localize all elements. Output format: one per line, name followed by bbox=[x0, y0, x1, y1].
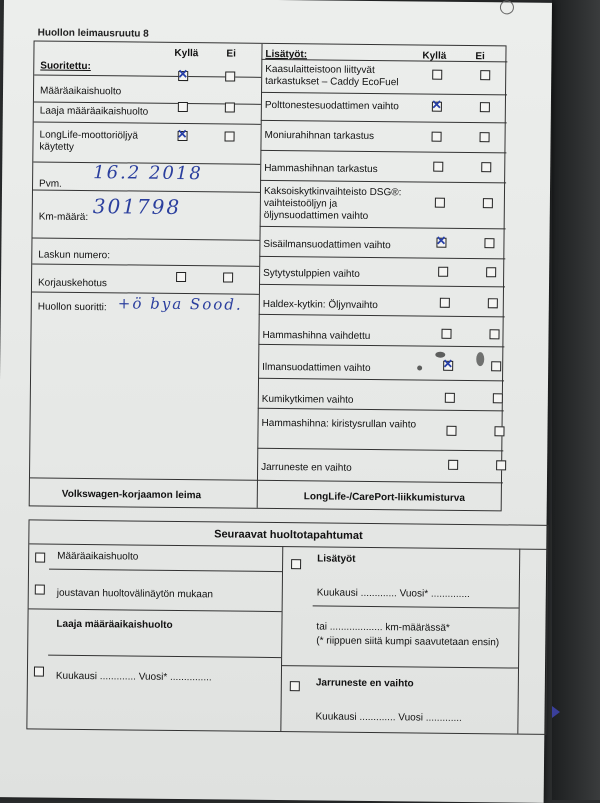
right-row-label: Kaasulaitteistoon liittyvät tarkastukset – Caddy EcoFuel bbox=[265, 63, 399, 89]
right-row-label: Hammashihna: kiristysrullan vaihto bbox=[261, 417, 417, 431]
right-row-label: Kumikytkimen vaihto bbox=[261, 393, 354, 406]
right-ei-header: Ei bbox=[475, 51, 485, 63]
next-right-kuukausi1: Kuukausi ............. Vuosi* .............. bbox=[316, 587, 470, 601]
row-label: Laaja määräaikaishuolto bbox=[39, 105, 149, 118]
right-row-label: Hammashihna vaihdettu bbox=[262, 329, 371, 342]
dirt-spot bbox=[435, 352, 445, 358]
checkbox-dsg-ei[interactable] bbox=[483, 198, 493, 208]
left-kylla-header: Kyllä bbox=[174, 47, 199, 60]
checkbox-sytytys-ei[interactable] bbox=[486, 267, 496, 277]
checkbox-next-joustava[interactable] bbox=[35, 584, 45, 594]
checkbox-moniura-kylla[interactable] bbox=[432, 132, 442, 142]
page-title: Huollon leimausruutu 8 bbox=[37, 27, 149, 40]
right-row-label: Hammashihnan tarkastus bbox=[264, 162, 378, 176]
checkbox-next-laaja[interactable] bbox=[34, 666, 44, 676]
right-row-label: Haldex-kytkin: Öljynvaihto bbox=[262, 298, 378, 312]
suoritti-handwritten: +ö bya Sood. bbox=[117, 294, 243, 314]
checkbox-laaja-kylla[interactable] bbox=[178, 102, 188, 112]
next-right-riippuen: (* riippuen siitä kumpi saavutetaan ensin) bbox=[316, 635, 500, 649]
checkbox-longlife-kylla[interactable] bbox=[178, 131, 188, 141]
checkbox-maaraaikaishuolto-kylla[interactable] bbox=[178, 71, 188, 81]
km-handwritten: 301798 bbox=[92, 194, 182, 219]
page-arrow-icon bbox=[552, 706, 560, 718]
next-item-joustava: joustavan huoltovälinäytön mukaan bbox=[56, 587, 214, 601]
checkbox-maaraaikaishuolto-ei[interactable] bbox=[225, 71, 235, 81]
laskun-label: Laskun numero: bbox=[38, 249, 111, 262]
checkbox-korjaus-kylla[interactable] bbox=[176, 272, 186, 282]
next-right-kuukausi2: Kuukausi ............. Vuosi ............. bbox=[315, 711, 462, 724]
checkbox-hammastark-kylla[interactable] bbox=[433, 162, 443, 172]
right-row-label: Kaksoiskytkinvaihteisto DSG®: vaihteistoöljyn ja öljynsuodattimen vaihto bbox=[263, 185, 402, 222]
km-label: Km-määrä: bbox=[38, 211, 89, 224]
right-row-label: Sisäilmansuodattimen vaihto bbox=[263, 238, 391, 252]
checkbox-jarruneste-kylla[interactable] bbox=[448, 460, 458, 470]
background-edge bbox=[552, 0, 600, 800]
right-row-label: Moniurahihnan tarkastus bbox=[264, 129, 375, 143]
checkbox-haldex-kylla[interactable] bbox=[440, 298, 450, 308]
checkbox-sytytys-kylla[interactable] bbox=[438, 267, 448, 277]
checkbox-moniura-ei[interactable] bbox=[480, 132, 490, 142]
left-ei-header: Ei bbox=[226, 48, 236, 60]
suoritti-label: Huollon suoritti: bbox=[37, 301, 107, 314]
next-left-kuukausi: Kuukausi ............. Vuosi* ............... bbox=[55, 670, 212, 684]
checkbox-hammasvaihto-kylla[interactable] bbox=[441, 329, 451, 339]
checkbox-sisailma-ei[interactable] bbox=[484, 238, 494, 248]
left-footer: Volkswagen-korjaamon leima bbox=[61, 488, 202, 502]
checkbox-sisailma-kylla[interactable] bbox=[436, 238, 446, 248]
right-row-label: Ilmansuodattimen vaihto bbox=[262, 361, 371, 374]
right-row-label: Jarruneste en vaihto bbox=[261, 461, 352, 474]
right-row-label: Sytytystulppien vaihto bbox=[263, 267, 360, 280]
korjaus-label: Korjauskehotus bbox=[37, 277, 108, 290]
stamp-grid bbox=[29, 40, 507, 511]
checkbox-hammasvaihto-ei[interactable] bbox=[489, 329, 499, 339]
checkbox-kiristysrulla-kylla[interactable] bbox=[446, 426, 456, 436]
page-corner-icon bbox=[500, 0, 514, 14]
checkbox-next-maaraaikais[interactable] bbox=[35, 552, 45, 562]
next-item-maaraaikais: Määräaikaishuolto bbox=[57, 550, 139, 563]
checkbox-kaasu-ei[interactable] bbox=[480, 70, 490, 80]
next-item-jarruneste: Jarruneste en vaihto bbox=[315, 677, 414, 690]
checkbox-next-lisatyot[interactable] bbox=[291, 559, 301, 569]
suoritettu-header: Suoritettu: bbox=[40, 60, 91, 73]
row-label: LongLife-moottoriöljyä käytetty bbox=[39, 129, 139, 153]
pvm-label: Pvm. bbox=[39, 178, 62, 190]
checkbox-dsg-kylla[interactable] bbox=[435, 198, 445, 208]
next-service-box bbox=[26, 519, 548, 734]
right-kylla-header: Kyllä bbox=[422, 50, 447, 62]
right-row-label: Polttonestesuodattimen vaihto bbox=[264, 99, 399, 113]
checkbox-polttoneste-ei[interactable] bbox=[480, 102, 490, 112]
dirt-spot bbox=[476, 352, 484, 366]
checkbox-hammastark-ei[interactable] bbox=[481, 162, 491, 172]
checkbox-haldex-ei[interactable] bbox=[488, 298, 498, 308]
checkbox-kumikytkin-kylla[interactable] bbox=[445, 393, 455, 403]
checkbox-ilmansuodatin-kylla[interactable] bbox=[443, 361, 453, 371]
checkbox-kiristysrulla-ei[interactable] bbox=[494, 426, 504, 436]
checkbox-kaasu-kylla[interactable] bbox=[432, 70, 442, 80]
dirt-spot bbox=[417, 365, 422, 370]
right-footer: LongLife-/CarePort-liikkumisturva bbox=[303, 491, 465, 504]
row-label: Määräaikaishuolto bbox=[39, 85, 122, 98]
next-right-tai: tai ................... km-määrässä* bbox=[316, 621, 450, 634]
checkbox-ilmansuodatin-ei[interactable] bbox=[491, 361, 501, 371]
checkbox-kumikytkin-ei[interactable] bbox=[493, 393, 503, 403]
checkbox-laaja-ei[interactable] bbox=[225, 102, 235, 112]
next-service-title: Seuraavat huoltotapahtumat bbox=[214, 528, 363, 542]
checkbox-next-jarruneste[interactable] bbox=[290, 681, 300, 691]
checkbox-jarruneste-ei[interactable] bbox=[496, 460, 506, 470]
lisatyot-header: Lisätyöt: bbox=[265, 48, 308, 61]
next-item-lisatyot: Lisätyöt bbox=[317, 553, 356, 565]
next-item-laaja: Laaja määräaikaishuolto bbox=[56, 618, 173, 631]
pvm-handwritten: 16.2 2018 bbox=[93, 162, 203, 185]
checkbox-korjaus-ei[interactable] bbox=[223, 272, 233, 282]
checkbox-polttoneste-kylla[interactable] bbox=[432, 102, 442, 112]
checkbox-longlife-ei[interactable] bbox=[225, 131, 235, 141]
